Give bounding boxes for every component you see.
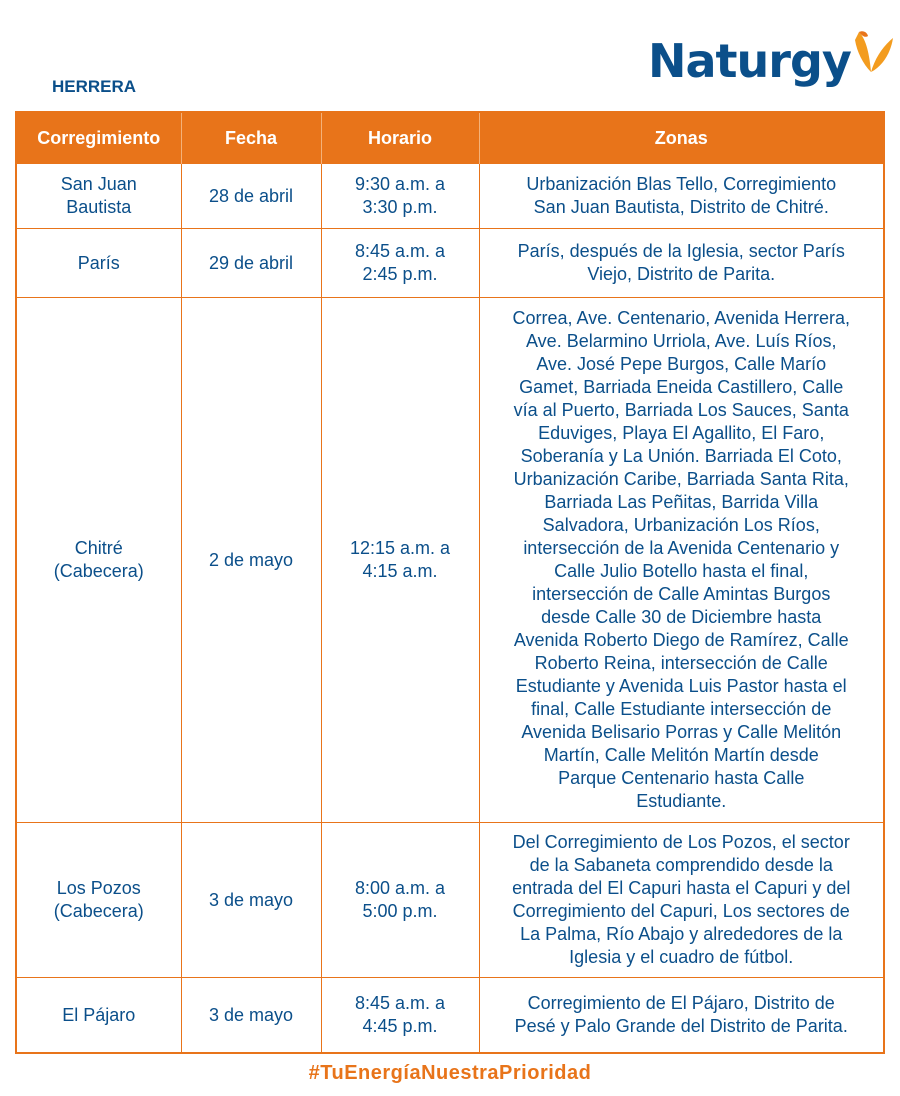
cell-zonas-line: Estudiante. bbox=[636, 791, 727, 811]
hashtag: #TuEnergíaNuestraPrioridad bbox=[308, 1062, 592, 1084]
cell-zonas-line: Martín, Calle Melitón Martín desde bbox=[543, 745, 819, 765]
cell-zonas-line: vía al Puerto, Barriada Los Sauces, Santa bbox=[513, 400, 849, 420]
region-title: HERRERA bbox=[52, 77, 137, 96]
cell-horario bbox=[321, 164, 479, 229]
cell-fecha: 29 de abril bbox=[181, 229, 321, 298]
cell-zonas-line: Gamet, Barriada Eneida Castillero, Calle bbox=[519, 377, 844, 397]
cell-zonas-line: de la Sabaneta comprendido desde la bbox=[529, 855, 833, 875]
cell-horario-line: 3:30 p.m. bbox=[362, 197, 438, 217]
cell-zonas-line: entrada del El Capuri hasta el Capuri y del bbox=[512, 878, 851, 898]
cell-zonas-line: Correa, Ave. Centenario, Avenida Herrera, bbox=[512, 308, 851, 328]
cell-fecha: 3 de mayo bbox=[181, 978, 321, 1054]
cell-corregimiento-line: El Pájaro bbox=[62, 1004, 136, 1025]
cell-zonas-line: intersección de la Avenida Centenario y bbox=[523, 538, 840, 558]
cell-corregimiento-line: San Juan bbox=[60, 174, 137, 194]
cell-horario-line: 8:45 a.m. a bbox=[354, 993, 446, 1013]
table-row bbox=[16, 823, 884, 978]
cell-horario bbox=[321, 298, 479, 823]
cell-corregimiento-line: Los Pozos bbox=[56, 878, 141, 898]
cell-zonas-line: Avenida Belisario Porras y Calle Melitón bbox=[521, 722, 842, 742]
cell-horario-line: 4:45 p.m. bbox=[362, 1016, 438, 1036]
cell-corregimiento bbox=[16, 298, 181, 823]
cell-corregimiento bbox=[16, 229, 181, 298]
cell-corregimiento bbox=[16, 823, 181, 978]
brand-name: Naturgy bbox=[648, 34, 851, 88]
table-row bbox=[16, 978, 884, 1054]
cell-corregimiento-line: Bautista bbox=[66, 197, 132, 217]
cell-zonas-line: San Juan Bautista, Distrito de Chitré. bbox=[533, 197, 829, 217]
cell-zonas-line: Urbanización Blas Tello, Corregimiento bbox=[526, 174, 837, 194]
header-zonas: Zonas bbox=[479, 112, 884, 164]
header-horario: Horario bbox=[321, 112, 479, 164]
cell-horario-line: 5:00 p.m. bbox=[362, 901, 438, 921]
cell-corregimiento-line: París bbox=[77, 252, 120, 273]
cell-corregimiento bbox=[16, 978, 181, 1054]
table-row bbox=[16, 164, 884, 229]
cell-zonas-line: Soberanía y La Unión. Barriada El Coto, bbox=[520, 446, 842, 466]
cell-zonas-line: Corregimiento del Capuri, Los sectores de bbox=[512, 901, 850, 921]
cell-horario-line: 8:00 a.m. a bbox=[354, 878, 446, 898]
cell-zonas bbox=[479, 164, 884, 229]
cell-zonas-line: Urbanización Caribe, Barriada Santa Rita, bbox=[513, 469, 849, 489]
cell-zonas-line: Salvadora, Urbanización Los Ríos, bbox=[542, 515, 820, 535]
cell-fecha: 3 de mayo bbox=[181, 823, 321, 978]
cell-horario-line: 2:45 p.m. bbox=[362, 264, 438, 284]
cell-horario-line: 9:30 a.m. a bbox=[354, 174, 446, 194]
cell-zonas-line: París, después de la Iglesia, sector París bbox=[517, 241, 845, 261]
cell-zonas-line: Ave. Belarmino Urriola, Ave. Luís Ríos, bbox=[526, 331, 837, 351]
cell-zonas-line: Parque Centenario hasta Calle bbox=[558, 768, 805, 788]
cell-fecha: 2 de mayo bbox=[181, 298, 321, 823]
cell-zonas bbox=[479, 229, 884, 298]
table-header-row bbox=[16, 112, 884, 164]
cell-zonas-line: Estudiante y Avenida Luis Pastor hasta el bbox=[515, 676, 847, 696]
table-row bbox=[16, 298, 884, 823]
cell-zonas-line: Ave. José Pepe Burgos, Calle Marío bbox=[536, 354, 827, 374]
cell-horario-line: 4:15 a.m. bbox=[362, 561, 438, 581]
cell-horario bbox=[321, 229, 479, 298]
cell-horario bbox=[321, 823, 479, 978]
cell-zonas-line: Pesé y Palo Grande del Distrito de Parita. bbox=[514, 1016, 848, 1036]
cell-corregimiento-line: (Cabecera) bbox=[53, 901, 144, 921]
cell-horario bbox=[321, 978, 479, 1054]
cell-zonas bbox=[479, 978, 884, 1054]
cell-zonas-line: Barriada Las Peñitas, Barrida Villa bbox=[544, 492, 819, 512]
cell-zonas bbox=[479, 298, 884, 823]
cell-corregimiento-line: (Cabecera) bbox=[53, 561, 144, 581]
cell-zonas-line: final, Calle Estudiante intersección de bbox=[531, 699, 832, 719]
cell-corregimiento-line: Chitré bbox=[74, 538, 123, 558]
cell-corregimiento bbox=[16, 164, 181, 229]
cell-zonas-line: Del Corregimiento de Los Pozos, el sector bbox=[512, 832, 850, 852]
cell-horario-line: 8:45 a.m. a bbox=[354, 241, 446, 261]
schedule-table bbox=[15, 111, 885, 1054]
butterfly-icon bbox=[853, 26, 895, 78]
header-fecha: Fecha bbox=[181, 112, 321, 164]
cell-zonas-line: Corregimiento de El Pájaro, Distrito de bbox=[527, 993, 835, 1013]
cell-fecha: 28 de abril bbox=[181, 164, 321, 229]
cell-zonas-line: Viejo, Distrito de Parita. bbox=[587, 264, 776, 284]
cell-zonas-line: Iglesia y el cuadro de fútbol. bbox=[569, 947, 794, 967]
cell-zonas-line: Calle Julio Botello hasta el final, bbox=[554, 561, 809, 581]
cell-zonas-line: Avenida Roberto Diego de Ramírez, Calle bbox=[513, 630, 849, 650]
naturgy-logo bbox=[648, 26, 895, 88]
cell-zonas-line: desde Calle 30 de Diciembre hasta bbox=[541, 607, 822, 627]
cell-zonas-line: Roberto Reina, intersección de Calle bbox=[534, 653, 828, 673]
header-corregimiento: Corregimiento bbox=[16, 112, 181, 164]
cell-zonas-line: intersección de Calle Amintas Burgos bbox=[532, 584, 831, 604]
cell-zonas-line: Eduviges, Playa El Agallito, El Faro, bbox=[538, 423, 825, 443]
cell-zonas bbox=[479, 823, 884, 978]
table-row bbox=[16, 229, 884, 298]
cell-horario-line: 12:15 a.m. a bbox=[349, 538, 451, 558]
cell-zonas-line: La Palma, Río Abajo y alrededores de la bbox=[520, 924, 843, 944]
